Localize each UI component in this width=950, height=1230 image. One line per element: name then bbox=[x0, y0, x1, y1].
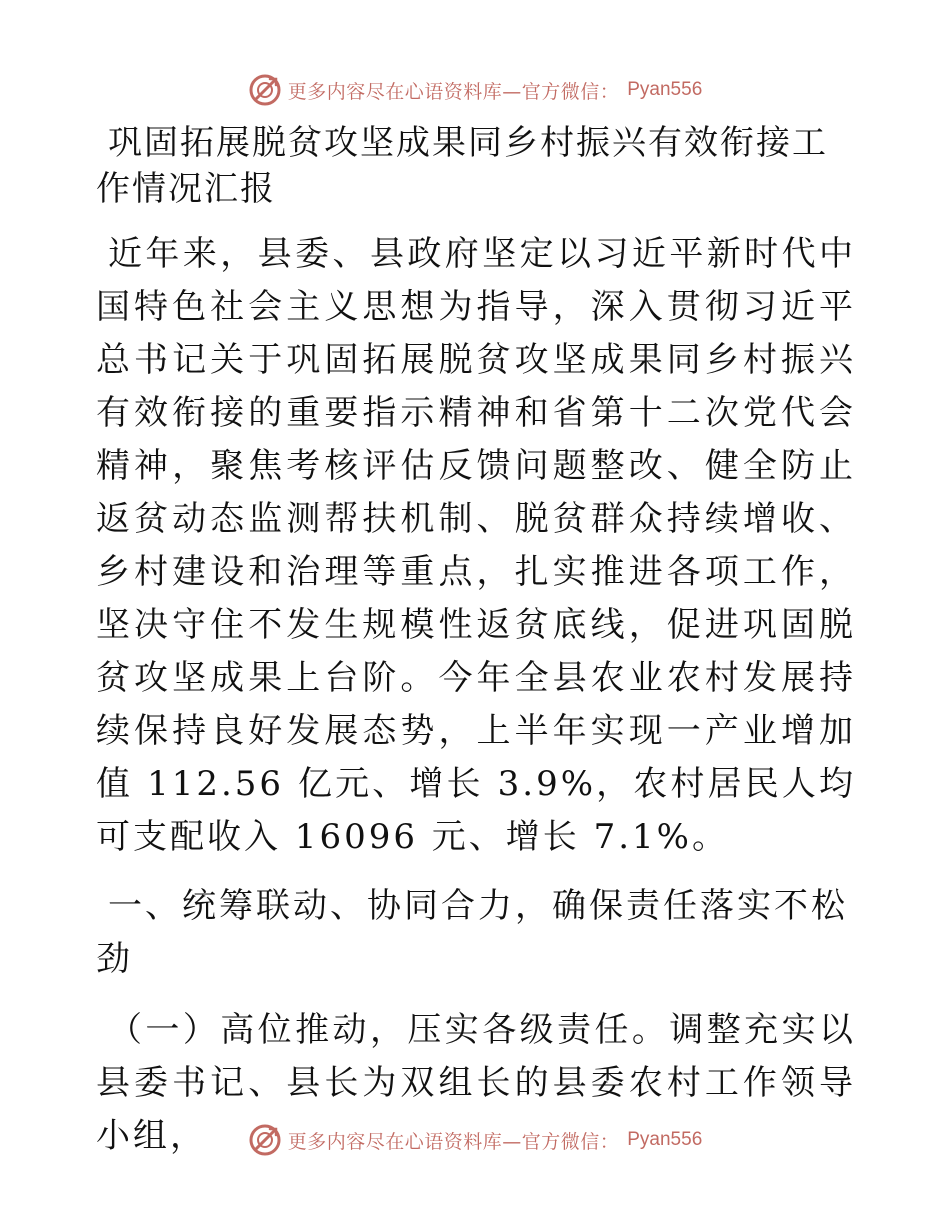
watermark-wechat-id: Pyan556 bbox=[627, 1129, 703, 1150]
watermark-wechat-id: Pyan556 bbox=[627, 79, 703, 100]
brand-logo-icon bbox=[248, 1123, 282, 1157]
watermark-text: 更多内容尽在心语资料库—官方微信： bbox=[287, 1130, 620, 1153]
document-body bbox=[96, 120, 856, 1179]
watermark-text: 更多内容尽在心语资料库—官方微信： bbox=[287, 80, 620, 103]
brand-logo-icon bbox=[248, 73, 282, 107]
footer-watermark bbox=[0, 1120, 950, 1160]
intro-paragraph: 近年来，县委、县政府坚定以习近平新时代中国特色社会主义思想为指导，深入贯彻习近平总书记关于巩固拓展脱贫攻坚成果同乡村振兴有效衔接的重要指示精神和省第十二次党代会精神，聚焦考核评估反馈问题整改、健全防止返贫动态监测帮扶机制、脱贫群众持续增收、乡村建设和治理等重点，扎实推进各项工作，坚决守住不发生规模性返贫底线，促进巩固脱贫攻坚成果上台阶。今年全县农业农村发展持续保持良好发展态势，上半年实现一产业增加值 112.56 亿元、增长 3.9%，农村居民人均可支配收入 16096 元、增长 7.1%。 bbox=[96, 234, 856, 857]
document-title: 巩固拓展脱贫攻坚成果同乡村振兴有效衔接工作情况汇报 bbox=[96, 123, 828, 209]
section-1-heading: 一、统筹联动、协同合力，确保责任落实不松劲 bbox=[96, 886, 848, 979]
header-watermark bbox=[0, 70, 950, 110]
section-1-paragraph: （一）高位推动，压实各级责任。调整充实以县委书记、县长为双组长的县委农村工作领导小组， bbox=[96, 1010, 856, 1156]
